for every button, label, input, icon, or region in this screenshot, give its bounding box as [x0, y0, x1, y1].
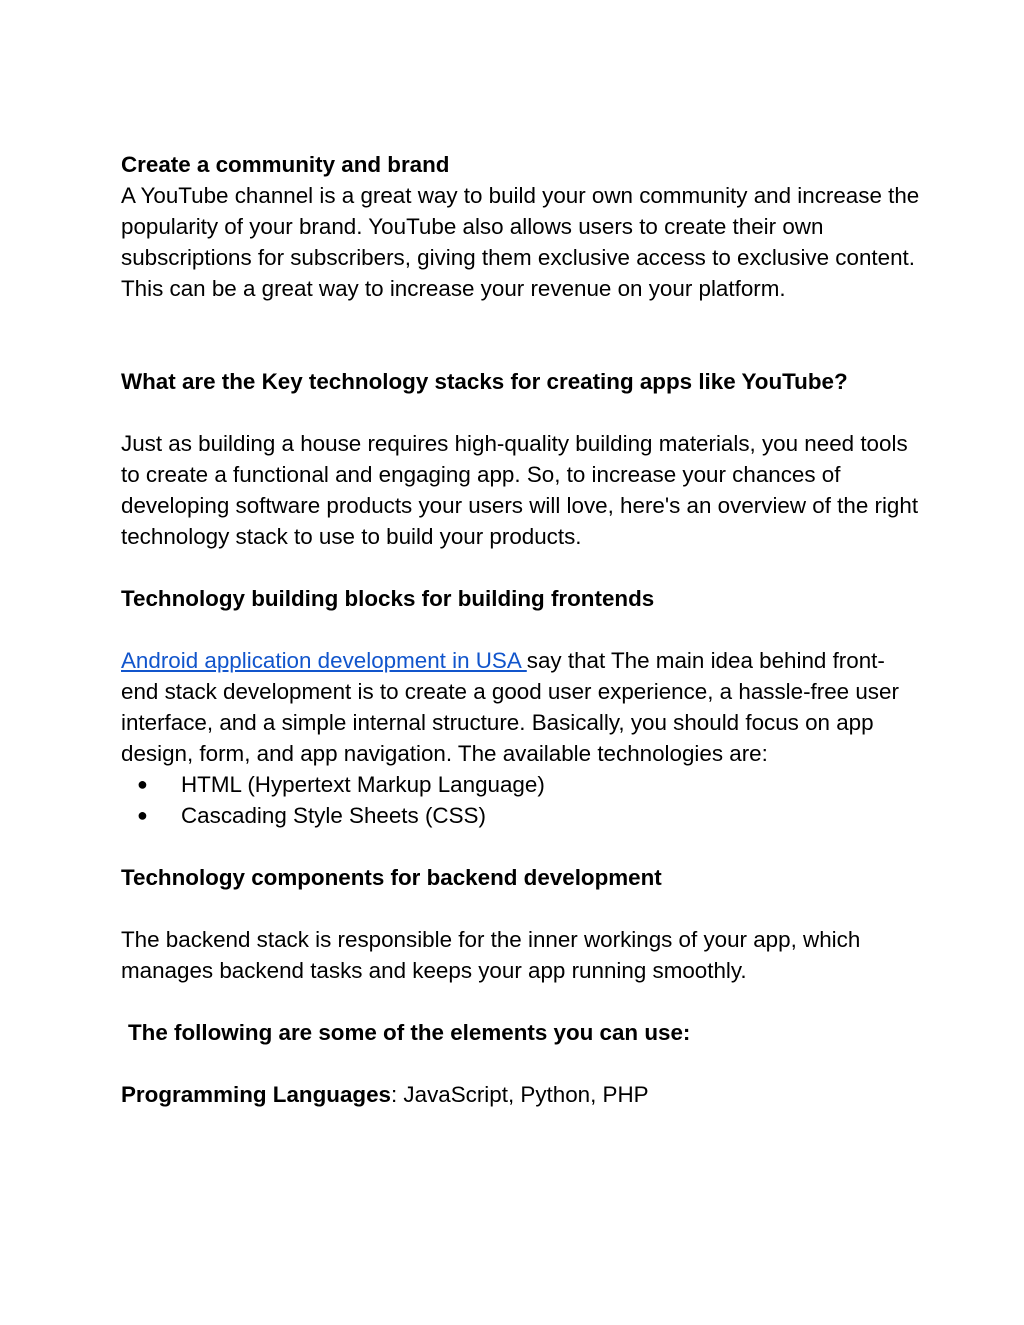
spacer [121, 1048, 921, 1079]
section-heading-frontend: Technology building blocks for building frontends [121, 586, 655, 611]
android-development-link[interactable]: Android application development in USA [121, 648, 527, 673]
spacer [121, 614, 921, 645]
frontend-tech-list [121, 769, 921, 831]
document-page [121, 149, 921, 1110]
programming-languages-label: Programming Languages [121, 1082, 391, 1107]
paragraph-community: A YouTube channel is a great way to build your own community and increase the popularity of your brand. YouTube also allows users to create their own subscriptions for subscribers, giving them exclusive access to exclusive content. This can be a great way to increase your revenue on your platform. [121, 183, 920, 301]
paragraph-frontend-text: say that The main idea behind front-end stack development is to create a good user experience, a hassle-free user interface, and a simple internal structure. Basically, you should focus on app design, form, and app navigation. The available technologies are: [121, 648, 899, 766]
spacer [121, 552, 921, 583]
spacer [121, 893, 921, 924]
bullet-icon: ● [137, 805, 148, 825]
spacer [121, 304, 921, 366]
paragraph-backend: The backend stack is responsible for the inner workings of your app, which manages backend tasks and keeps your app running smoothly. [121, 927, 861, 983]
programming-languages-value: : JavaScript, Python, PHP [390, 1082, 649, 1107]
paragraph-tech-stacks: Just as building a house requires high-quality building materials, you need tools to create a functional and engaging app. So, to increase your chances of developing software products your users will love, here's an overview of the right technology stack to use to build your products. [121, 431, 919, 549]
list-item [121, 800, 921, 831]
list-item-text: HTML (Hypertext Markup Language) [181, 772, 545, 797]
spacer [121, 831, 921, 862]
spacer [121, 397, 921, 428]
list-item [121, 769, 921, 800]
paragraph-frontend [121, 645, 921, 769]
section-heading-community: Create a community and brand [121, 152, 450, 177]
section-heading-tech-stacks: What are the Key technology stacks for creating apps like YouTube? [121, 369, 848, 394]
section-heading-backend: Technology components for backend development [121, 865, 662, 890]
spacer [121, 986, 921, 1017]
list-item-text: Cascading Style Sheets (CSS) [181, 803, 486, 828]
bullet-icon: ● [137, 774, 148, 794]
programming-languages-line [121, 1079, 921, 1110]
subheading-elements: The following are some of the elements you can use: [128, 1020, 691, 1045]
